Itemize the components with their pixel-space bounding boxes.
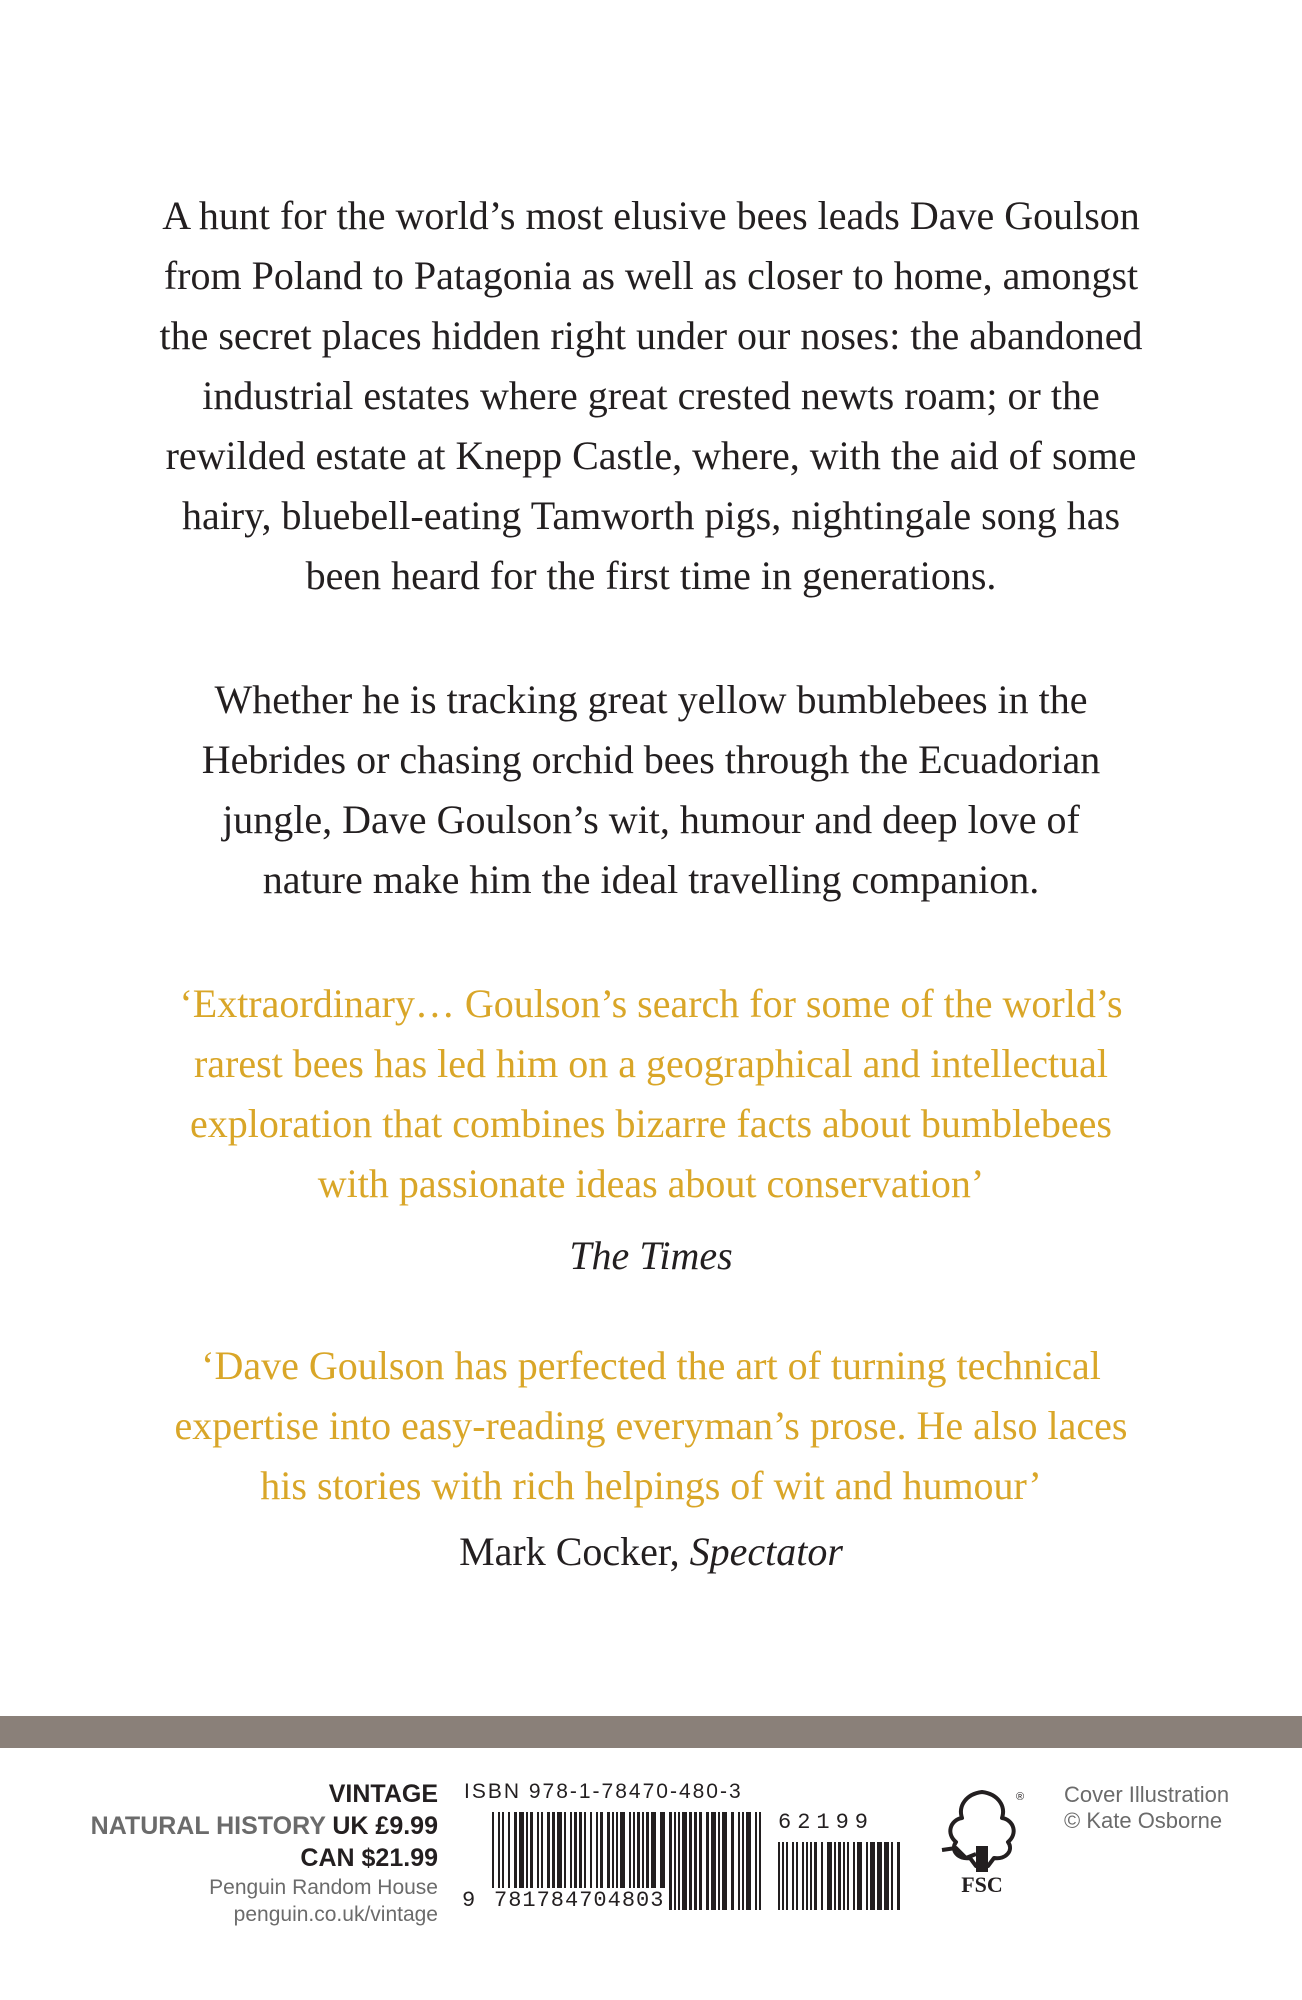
barcode-bar [718, 1812, 720, 1910]
barcode-bar [755, 1812, 757, 1910]
barcode-bar [759, 1812, 761, 1910]
barcode-bar [678, 1812, 680, 1910]
quote-line: exploration that combines bizarre facts about bumblebees [190, 1101, 1112, 1146]
barcode-bar [722, 1812, 727, 1910]
divider-band [0, 1716, 1302, 1748]
barcode-bar [891, 1842, 893, 1910]
category-label: NATURAL HISTORY [90, 1812, 326, 1840]
review-publication: Spectator [689, 1529, 843, 1574]
barcode-bar [843, 1842, 845, 1910]
review-quote-2 [100, 1336, 1202, 1516]
cover-credit [1064, 1782, 1229, 1834]
review-source-1: The Times [569, 1233, 733, 1278]
quote-line: ‘Dave Goulson has perfected the art of turning technical [201, 1343, 1101, 1388]
barcode-bar [838, 1842, 841, 1910]
barcode-bar [827, 1842, 832, 1910]
barcode-bar [806, 1842, 808, 1910]
text-line: A hunt for the world’s most elusive bees leads Dave Goulson [162, 193, 1140, 238]
barcode-bar [778, 1842, 780, 1910]
barcode-bar [706, 1812, 709, 1910]
text-line: industrial estates where great crested newts roam; or the [202, 373, 1100, 418]
barcode-bar [810, 1842, 812, 1910]
barcode-bar [897, 1842, 900, 1910]
barcode-bar [674, 1812, 676, 1910]
uk-price: UK £9.99 [332, 1812, 438, 1840]
publisher-website: penguin.co.uk/vintage [233, 1903, 438, 1926]
barcode-bar [884, 1842, 889, 1910]
barcode-bar [699, 1812, 702, 1910]
barcode-digits: 781784704803 [494, 1888, 665, 1913]
barcode-bar [746, 1812, 751, 1910]
review-source-2 [100, 1522, 1202, 1582]
review-author: Mark Cocker, [459, 1529, 680, 1574]
barcode-bar [782, 1842, 784, 1910]
credit-line-1: Cover Illustration [1064, 1782, 1230, 1807]
text-line: rewilded estate at Knepp Castle, where, with the aid of some [165, 433, 1137, 478]
quote-line: ‘Extraordinary… Goulson’s search for some of the world’s [179, 981, 1123, 1026]
text-line: Hebrides or chasing orchid bees through the Ecuadorian [201, 737, 1101, 782]
quote-line: expertise into easy-reading everyman’s prose. He also laces [174, 1403, 1128, 1448]
barcode-bar [877, 1842, 882, 1910]
barcode-bar [786, 1842, 788, 1910]
text-line: nature make him the ideal travelling companion. [262, 857, 1040, 902]
isbn-label: ISBN 978-1-78470-480-3 [464, 1780, 743, 1803]
barcode-bar [853, 1842, 855, 1910]
description-paragraph-2 [100, 670, 1202, 910]
quote-line: rarest bees has led him on a geographical and intellectual [193, 1041, 1109, 1086]
text-line: jungle, Dave Goulson’s wit, humour and deep love of [222, 797, 1080, 842]
barcode-bar [689, 1812, 692, 1910]
barcode-bar [742, 1812, 744, 1910]
barcode-bar [821, 1842, 823, 1910]
text-line: Whether he is tracking great yellow bumblebees in the [214, 677, 1088, 722]
barcode-bar [796, 1842, 798, 1910]
description-paragraph-1 [100, 186, 1202, 606]
barcode-bar [866, 1842, 868, 1910]
publisher-name: VINTAGE [328, 1780, 438, 1808]
publisher-group: Penguin Random House [209, 1876, 438, 1899]
barcode-bar [669, 1812, 672, 1910]
barcode-bar [711, 1812, 716, 1910]
barcode-bar [802, 1842, 804, 1910]
fsc-logo-icon [936, 1786, 1028, 1898]
barcode-bar [682, 1812, 687, 1910]
can-price: CAN $21.99 [300, 1844, 438, 1872]
quote-line: with passionate ideas about conservation’ [317, 1161, 985, 1206]
barcode-bar [792, 1842, 794, 1910]
text-line: the secret places hidden right under our noses: the abandoned [159, 313, 1143, 358]
barcode-bar [870, 1842, 875, 1910]
text-line: been heard for the first time in generations. [305, 553, 997, 598]
barcode-lead-digit: 9 [462, 1888, 477, 1913]
price-code-digits: 62199 [778, 1810, 875, 1835]
imprint-block [91, 1778, 438, 1928]
barcode-bar [731, 1812, 734, 1910]
review-quote-1 [100, 974, 1202, 1214]
barcode-bar [847, 1842, 849, 1910]
text-line: from Poland to Patagonia as well as closer to home, amongst [163, 253, 1139, 298]
barcode-bar [694, 1812, 697, 1910]
barcode-bar [814, 1842, 817, 1910]
barcode-bar [738, 1812, 740, 1910]
barcode-bar [857, 1842, 862, 1910]
quote-line: his stories with rich helpings of wit and humour’ [260, 1463, 1042, 1508]
category-price-line [91, 1810, 438, 1842]
fsc-label: FSC [961, 1872, 1003, 1897]
fsc-registered-mark: ® [1015, 1791, 1025, 1803]
barcode-bar [834, 1842, 836, 1910]
credit-line-2: © Kate Osborne [1064, 1808, 1223, 1833]
text-line: hairy, bluebell-eating Tamworth pigs, nightingale song has [181, 493, 1121, 538]
